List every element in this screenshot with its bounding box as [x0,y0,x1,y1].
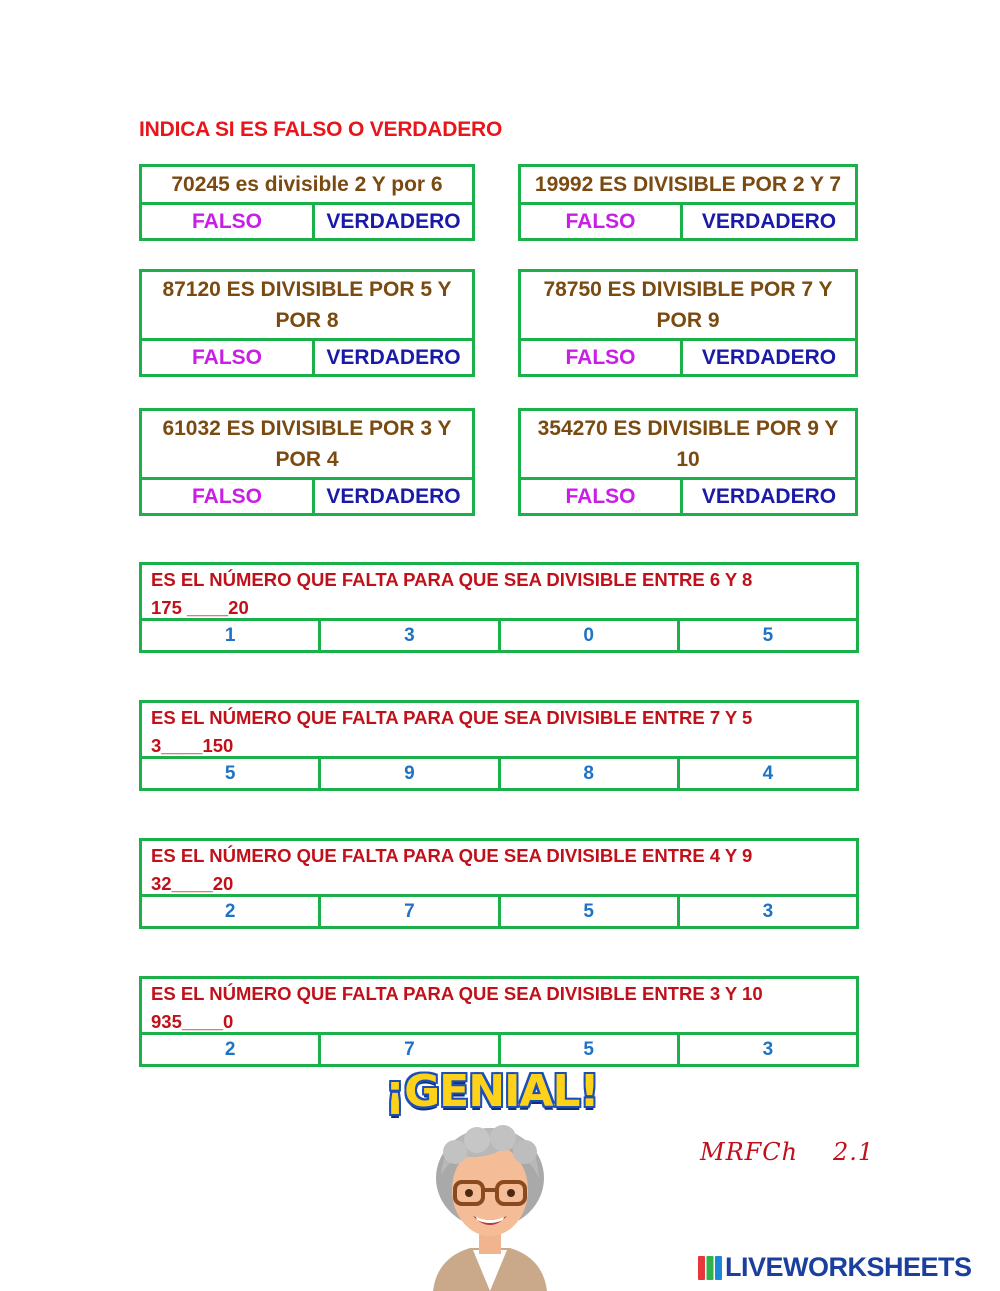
answer-option[interactable]: 8 [501,759,680,788]
verdadero-option[interactable]: VERDADERO [326,484,461,508]
missing-question-text: ES EL NÚMERO QUE FALTA PARA QUE SEA DIVISIBLE ENTRE 4 Y 9 [151,845,753,866]
falso-option[interactable]: FALSO [521,205,683,238]
missing-number: 935____0 [151,1011,234,1032]
missing-number: 175 ____20 [151,597,249,618]
tf-question: 87120 ES DIVISIBLE POR 5 Y POR 8 [142,272,472,341]
tf-card-3 [139,269,475,377]
missing-card-1 [139,562,859,653]
falso-option[interactable]: FALSO [521,341,683,374]
tf-card-2 [518,164,858,241]
missing-number: 32____20 [151,873,234,894]
answer-option[interactable]: 3 [321,621,500,650]
missing-question-text: ES EL NÚMERO QUE FALTA PARA QUE SEA DIVISIBLE ENTRE 7 Y 5 [151,707,753,728]
answer-option[interactable]: 5 [501,897,680,926]
tf-question: 78750 ES DIVISIBLE POR 7 Y POR 9 [521,272,855,341]
genial-sticker: ¡GENIAL! [385,1066,599,1117]
verdadero-option[interactable]: VERDADERO [701,209,837,233]
falso-option[interactable]: FALSO [142,480,315,513]
brand-name: LIVEWORKSHEETS [725,1252,972,1282]
answer-option[interactable]: 5 [762,624,774,646]
missing-card-4 [139,976,859,1067]
missing-card-2 [139,700,859,791]
missing-question [142,979,856,1035]
page-title: INDICA SI ES FALSO O VERDADERO [139,118,503,141]
signature-initials: MRFCh [700,1138,799,1166]
missing-question [142,703,856,759]
verdadero-option[interactable]: VERDADERO [701,345,837,369]
liveworksheets-logo-icon [697,1255,723,1281]
tf-card-6 [518,408,858,516]
tf-card-5 [139,408,475,516]
answer-option[interactable]: 5 [142,759,321,788]
verdadero-option[interactable]: VERDADERO [326,209,461,233]
missing-question-text: ES EL NÚMERO QUE FALTA PARA QUE SEA DIVISIBLE ENTRE 6 Y 8 [151,569,753,590]
teacher-avatar-icon [425,1120,555,1291]
verdadero-option[interactable]: VERDADERO [701,484,837,508]
brand-logo [697,1252,972,1283]
tf-question: 70245 es divisible 2 Y por 6 [142,167,472,205]
missing-question [142,841,856,897]
signature-version: 2.1 [833,1138,875,1166]
answer-option[interactable]: 3 [762,1038,774,1060]
answer-option[interactable]: 4 [762,762,774,784]
answer-option[interactable]: 7 [321,897,500,926]
falso-option[interactable]: FALSO [142,205,315,238]
tf-question: 61032 ES DIVISIBLE POR 3 Y POR 4 [142,411,472,480]
answer-option[interactable]: 1 [142,621,321,650]
answer-option[interactable]: 9 [321,759,500,788]
falso-option[interactable]: FALSO [142,341,315,374]
missing-question [142,565,856,621]
tf-card-1 [139,164,475,241]
answer-option[interactable]: 7 [321,1035,500,1064]
verdadero-option[interactable]: VERDADERO [326,345,461,369]
tf-question: 19992 ES DIVISIBLE POR 2 Y 7 [521,167,855,205]
answer-option[interactable]: 2 [142,1035,321,1064]
tf-card-4 [518,269,858,377]
missing-number: 3____150 [151,735,234,756]
missing-card-3 [139,838,859,929]
falso-option[interactable]: FALSO [521,480,683,513]
answer-option[interactable]: 5 [501,1035,680,1064]
missing-question-text: ES EL NÚMERO QUE FALTA PARA QUE SEA DIVISIBLE ENTRE 3 Y 10 [151,983,763,1004]
answer-option[interactable]: 3 [762,900,774,922]
tf-question: 354270 ES DIVISIBLE POR 9 Y 10 [521,411,855,480]
answer-option[interactable]: 2 [142,897,321,926]
answer-option[interactable]: 0 [501,621,680,650]
